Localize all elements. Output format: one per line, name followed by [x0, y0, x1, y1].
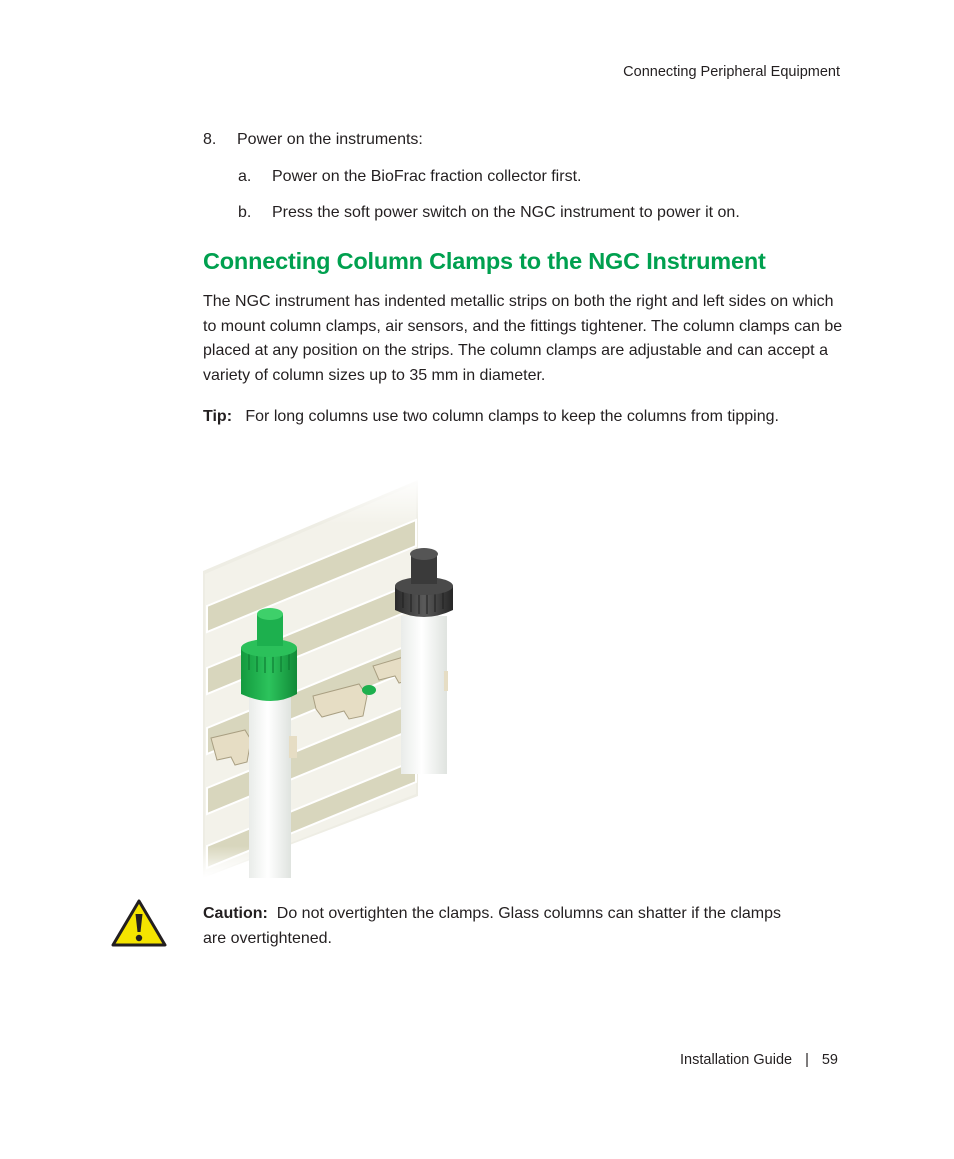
step-text: Power on the instruments:	[237, 131, 423, 148]
caution-note	[203, 902, 803, 951]
caution-label: Caution:	[203, 905, 268, 922]
running-header: Connecting Peripheral Equipment	[623, 64, 840, 80]
section-body: The NGC instrument has indented metallic strips on both the right and left sides on which to mount column clamps, air sensors, and the fittings tightener. The column clamps can be placed at any position on the strips. The column clamps are adjustable and can accept a variety of column sizes up to 35 mm in diameter.	[203, 293, 843, 384]
step-marker: b.	[238, 204, 252, 221]
column-clamps-illustration	[203, 476, 471, 878]
step-marker: a.	[238, 168, 252, 185]
warning-triangle-icon	[110, 898, 168, 948]
tip-note	[203, 405, 803, 430]
caution-text: Do not overtighten the clamps. Glass columns can shatter if the clamps are overtightened.	[203, 905, 781, 947]
step-marker: 8.	[203, 131, 217, 148]
section-title: Connecting Column Clamps to the NGC Instrument	[203, 248, 766, 274]
tip-text: For long columns use two column clamps to keep the columns from tipping.	[245, 408, 779, 425]
tip-label: Tip:	[203, 408, 233, 425]
footer-doc-title: Installation Guide	[680, 1052, 793, 1068]
step-text: Power on the BioFrac fraction collector first.	[272, 168, 582, 185]
step-text: Press the soft power switch on the NGC instrument to power it on.	[272, 204, 740, 221]
footer-separator: |	[805, 1052, 809, 1068]
page-number: 59	[821, 1052, 838, 1068]
page-footer	[680, 1052, 838, 1068]
